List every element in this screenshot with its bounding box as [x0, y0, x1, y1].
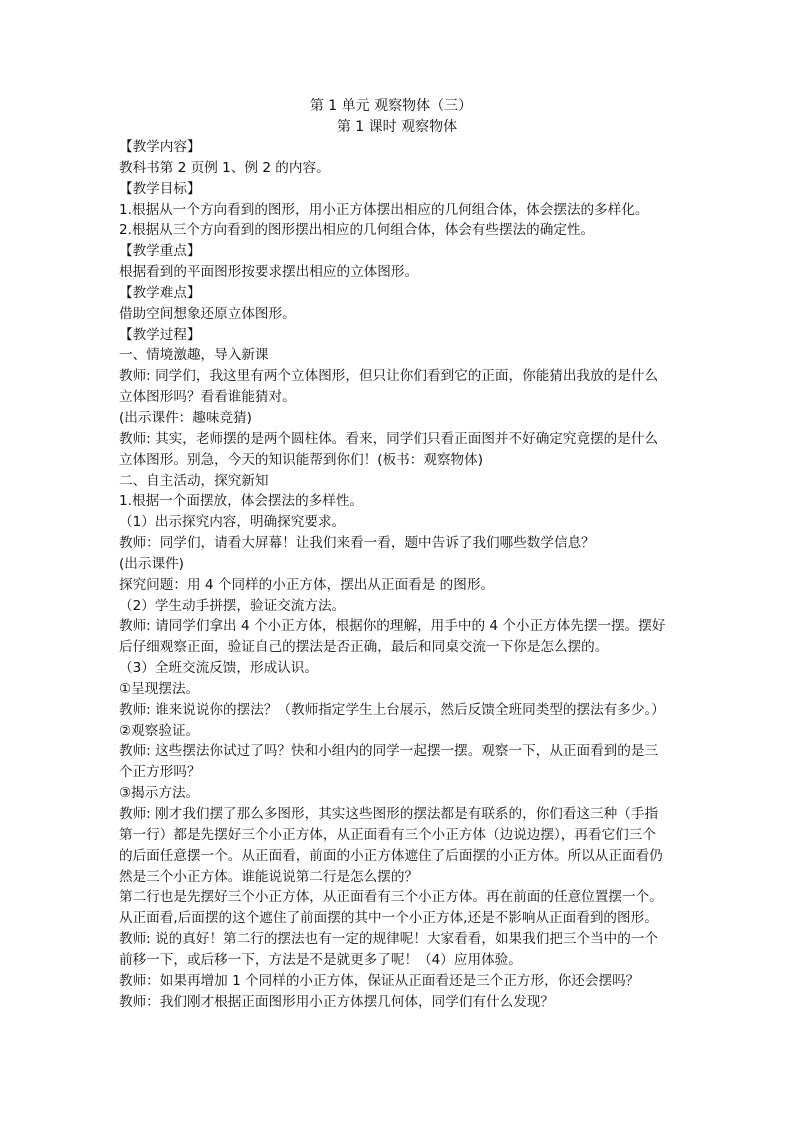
- text-line: （2）学生动手拼摆，验证交流方法。: [119, 597, 346, 614]
- text-line: 教师：我们刚才根据正面图形用小正方体摆几何体，同学们有什么发现？: [119, 993, 554, 1010]
- text-line: 【教学过程】: [119, 326, 201, 343]
- text-line: 一、情境激趣，导入新课: [119, 347, 269, 364]
- text-line: 1.根据一个面摆放，体会摆法的多样性。: [119, 493, 364, 510]
- text-line: 探究问题：用 4 个同样的小正方体，摆出从正面看是 的图形。: [119, 576, 495, 593]
- text-line: ②观察验证。: [119, 722, 200, 739]
- unit-title: 第 1 单元 观察物体（三）: [309, 98, 473, 114]
- text-line: 教师: 谁来说说你的摆法？（教师指定学生上台展示，然后反馈全班同类型的摆法有多少。）: [119, 701, 665, 718]
- text-line: 第一行）都是先摆好三个小正方体，从正面看有三个小正方体（边说边摆），再看它们三个: [119, 826, 656, 843]
- text-line: 根据看到的平面图形按要求摆出相应的立体图形。: [119, 264, 419, 281]
- text-line: 2.根据从三个方向看到的图形摆出相应的几何组合体，体会有些摆法的确定性。: [119, 222, 595, 239]
- text-line: 教师：同学们，请看大屏幕！让我们来看一看，题中告诉了我们哪些数学信息？: [119, 535, 595, 552]
- text-line: ①呈现摆法。: [119, 680, 200, 697]
- text-line: 第二行也是先摆好三个小正方体，从正面看有三个小正方体。再在前面的任意位置摆一个。: [119, 889, 663, 906]
- text-line: 教师: 说的真好！第二行的摆法也有一定的规律呢！大家看看，如果我们把三个当中的一个: [119, 931, 659, 948]
- lesson-subtitle: 第 1 课时 观察物体: [336, 119, 458, 135]
- text-line: 的后面任意摆一个。从正面看，前面的小正方体遮住了后面摆的小正方体。所以从正面看仍: [119, 847, 663, 864]
- text-line: 借助空间想象还原立体图形。: [119, 305, 296, 322]
- text-line: 【教学难点】: [119, 284, 201, 301]
- text-line: 教师: 请同学们拿出 4 个小正方体，根据你的理解，用手中的 4 个小正方体先摆一摆。摆好: [119, 618, 666, 635]
- text-line: 后仔细观察正面，验证自己的摆法是否正确，最后和同桌交流一下你是怎么摆的。: [119, 639, 609, 656]
- text-line: 教师: 刚才我们摆了那么多图形，其实这些图形的摆法都是有联系的，你们看这三种（手指: [119, 806, 659, 822]
- text-line: 立体图形吗？看看谁能猜对。: [119, 389, 296, 406]
- text-line: （3）全班交流反馈，形成认识。: [119, 660, 318, 677]
- text-line: (出示课件：趣味竞猜): [119, 409, 252, 426]
- text-line: （1）出示探究内容，明确探究要求。: [119, 514, 346, 531]
- text-line: (出示课件): [119, 555, 184, 572]
- text-line: 教师: 这些摆法你试过了吗？快和小组内的同学一起摆一摆。观察一下，从正面看到的是三: [119, 743, 659, 760]
- text-line: 【教学内容】: [119, 139, 201, 155]
- text-line: 二、自主活动，探究新知: [119, 472, 269, 489]
- text-line: 从正面看,后面摆的这个遮住了前面摆的其中一个小正方体,还是不影响从正面看到的图形。: [119, 910, 658, 927]
- text-line: 教师: 其实，老师摆的是两个圆柱体。看来，同学们只看正面图并不好确定究竟摆的是什么: [119, 430, 659, 447]
- text-line: 教师: 同学们，我这里有两个立体图形，但只让你们看到它的正面，你能猜出我放的是什么: [119, 368, 659, 385]
- text-line: 然是三个小正方体。谁能说说第二行是怎么摆的？: [119, 868, 419, 885]
- text-line: 【教学目标】: [119, 180, 201, 197]
- text-line: 1.根据从一个方向看到的图形，用小正方体摆出相应的几何组合体，体会摆法的多样化。: [119, 201, 649, 218]
- text-line: 【教学重点】: [119, 243, 201, 260]
- text-line: 前移一下，或后移一下，方法是不是就更多了呢！（4）应用体验。: [119, 951, 522, 968]
- text-line: 教科书第 2 页例 1、例 2 的内容。: [119, 159, 330, 176]
- lesson-body: [119, 137, 679, 1012]
- text-line: 教师：如果再增加 1 个同样的小正方体，保证从正面看还是三个正方形，你还会摆吗？: [119, 972, 640, 989]
- text-line: 个正方形吗？: [119, 764, 201, 781]
- text-line: ③揭示方法。: [119, 785, 200, 802]
- text-line: 立体图形。别急，今天的知识能帮到你们！(板书：观察物体): [119, 451, 484, 468]
